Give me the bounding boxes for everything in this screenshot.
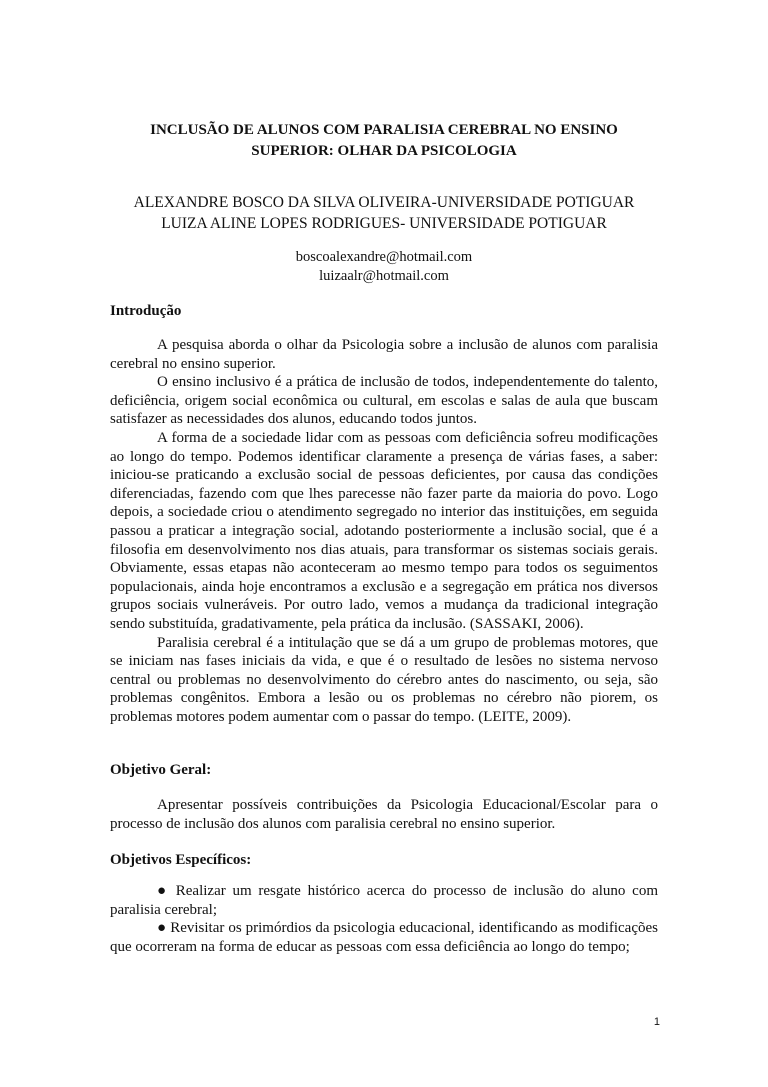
objective-section xyxy=(110,796,658,833)
intro-paragraph: Paralisia cerebral é a intitulação que se dá a um grupo de problemas motores, que se iniciam nas fases iniciais da vida, e que é o resultado de lesões no sistema nervoso central ou problemas no desenvolvimento do cérebro antes do nascimento, ou seja, são problemas congênitos. Embora a lesão ou os problemas no cérebro não piorem, os problemas motores podem aumentar com o passar do tempo. (LEITE, 2009). xyxy=(110,634,658,725)
list-item: ● Realizar um resgate histórico acerca do processo de inclusão do aluno com paralisia cerebral; xyxy=(110,883,658,918)
intro-heading: Introdução xyxy=(110,303,182,319)
author-line-2: LUIZA ALINE LOPES RODRIGUES- UNIVERSIDADE POTIGUAR xyxy=(161,215,607,232)
intro-paragraph: O ensino inclusivo é a prática de inclusão de todos, independentemente do talento, deficiência, origem social econômica ou cultural, em escolas e salas de aula que buscam satisfazer as necessidades dos alunos, educando todos juntos. xyxy=(110,374,658,428)
specific-objectives-heading: Objetivos Específicos: xyxy=(110,852,252,868)
page-number: 1 xyxy=(653,1016,660,1028)
author-line-1: ALEXANDRE BOSCO DA SILVA OLIVEIRA-UNIVERSIDADE POTIGUAR xyxy=(133,194,635,211)
title-line-2: SUPERIOR: OLHAR DA PSICOLOGIA xyxy=(251,143,517,159)
document-title xyxy=(110,120,658,162)
intro-section xyxy=(110,336,658,726)
specific-objectives-list xyxy=(110,882,658,956)
email-line-2: luizaalr@hotmail.com xyxy=(319,268,449,284)
authors-block xyxy=(110,192,658,234)
list-item: ● Revisitar os primórdios da psicologia educacional, identificando as modificações que ocorreram na forma de educar as pessoas com essa deficiência ao longo do tempo; xyxy=(110,920,658,955)
intro-paragraph: A pesquisa aborda o olhar da Psicologia sobre a inclusão de alunos com paralisia cerebral no ensino superior. xyxy=(110,337,658,372)
title-line-1: INCLUSÃO DE ALUNOS COM PARALISIA CEREBRAL NO ENSINO xyxy=(150,122,618,138)
email-line-1: boscoalexandre@hotmail.com xyxy=(295,249,473,265)
emails-block xyxy=(110,248,658,286)
objective-paragraph: Apresentar possíveis contribuições da Psicologia Educacional/Escolar para o processo de inclusão dos alunos com paralisia cerebral no ensino superior. xyxy=(110,797,658,832)
objective-heading: Objetivo Geral: xyxy=(110,762,212,778)
intro-paragraph: A forma de a sociedade lidar com as pessoas com deficiência sofreu modificações ao longo do tempo. Podemos identificar claramente a presença de várias fases, a saber: iniciou-se praticando a exclusão social de pessoas deficientes, por causa das condições diferenciadas, fazendo com que lhes parecesse não fazer parte da maioria do povo. Logo depois, a sociedade criou o atendimento segregado no interior das instituições, em seguida passou a praticar a integração social, adotando posteriormente a inclusão social, que é a filosofia em desenvolvimento nos dias atuais, para transformar os sistemas sociais gerais. Obviamente, essas etapas não aconteceram ao mesmo tempo para todos os seguimentos populacionais, ainda hoje encontramos a exclusão e a segregação em prática nos diversos grupos sociais vulneráveis. Por outro lado, vemos a mudança da tradicional integração sendo substituída, gradativamente, pela prática da inclusão. (SASSAKI, 2006). xyxy=(110,429,658,632)
